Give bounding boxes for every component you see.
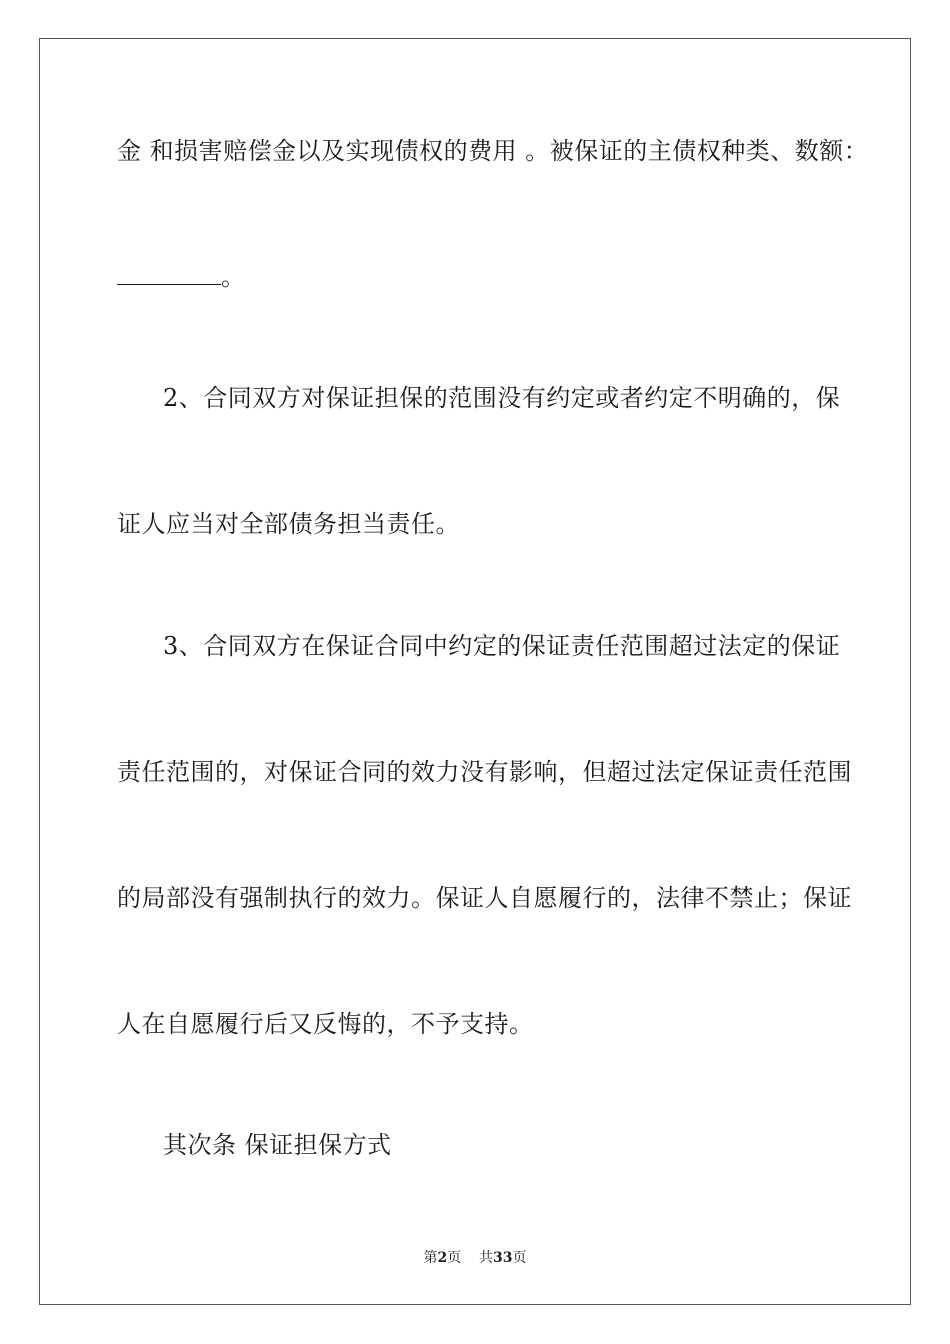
text-line-3: 2、合同双方对保证担保的范围没有约定或者约定不明确的，保 bbox=[163, 384, 841, 412]
text-line-8: 人在自愿履行后又反悔的，不予支持。 bbox=[117, 1010, 534, 1038]
page-border bbox=[39, 38, 911, 1305]
fill-in-blank bbox=[117, 264, 221, 285]
text-line-2 bbox=[117, 262, 246, 292]
page-footer bbox=[0, 1249, 950, 1267]
text-line-7: 的局部没有强制执行的效力。保证人自愿履行的，法律不禁止；保证 bbox=[117, 884, 852, 912]
text-line-1: 金 和损害赔偿金以及实现债权的费用 。被保证的主债权种类、数额： bbox=[117, 137, 869, 165]
text-line-5: 3、合同双方在保证合同中约定的保证责任范围超过法定的保证 bbox=[163, 632, 841, 660]
footer-suffix: 页 bbox=[512, 1250, 527, 1266]
current-page-number: 2 bbox=[437, 1250, 448, 1266]
total-pages-number: 33 bbox=[493, 1250, 513, 1266]
section-heading: 其次条 保证担保方式 bbox=[163, 1131, 392, 1159]
footer-prefix: 第 bbox=[423, 1250, 438, 1266]
text-line-6: 责任范围的，对保证合同的效力没有影响，但超过法定保证责任范围 bbox=[117, 758, 852, 786]
footer-mid: 页 共 bbox=[447, 1250, 494, 1266]
text-line-4: 证人应当对全部债务担当责任。 bbox=[117, 510, 460, 538]
blank-terminator: 。 bbox=[221, 263, 246, 291]
